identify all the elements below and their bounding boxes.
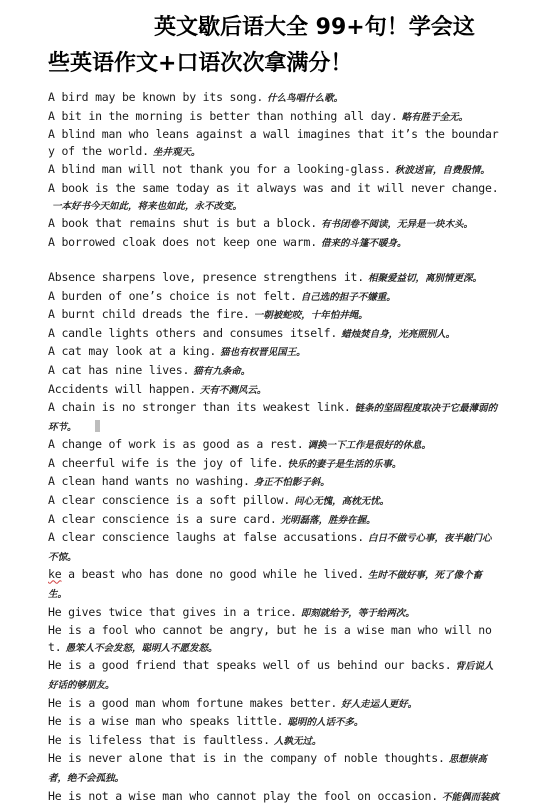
proverb-chinese: 快乐的妻子是生活的乐事。 (287, 458, 402, 470)
proverb-chinese: 思想崇高者，绝不会孤独。 (48, 754, 487, 784)
proverb-chinese: 坐井观天。 (152, 146, 201, 158)
proverb-chinese: 身正不怕影子斜。 (253, 477, 330, 489)
proverb-item (48, 288, 500, 307)
proverb-english-fragment: ke (48, 567, 62, 582)
proverb-chinese: 光明磊落，胜券在握。 (280, 514, 376, 526)
proverb-item (48, 788, 500, 806)
proverb-english: He is a good friend that speaks well of us behind our backs. (48, 658, 452, 673)
proverb-item (48, 325, 500, 344)
proverb-english: A clean hand wants no washing. (48, 474, 250, 489)
proverb-english: He is lifeless that is faultless. (48, 732, 270, 747)
proverb-english: A bit in the morning is better than nothing all day. (48, 108, 398, 123)
proverb-item (48, 215, 500, 234)
proverb-chinese: 问心无愧，高枕无忧。 (294, 496, 390, 508)
proverb-item (48, 161, 500, 180)
proverb-item (48, 604, 500, 623)
proverb-chinese: 背后说人好话的够朋友。 (48, 661, 494, 691)
proverb-english: He is a wise man who speaks little. (48, 714, 284, 729)
proverb-english: A clear conscience is a soft pillow. (48, 493, 291, 508)
proverb-english: A burnt child dreads the fire. (48, 307, 250, 322)
proverb-chinese: 猫有九条命。 (193, 365, 251, 377)
proverb-chinese: 天有不测风云。 (199, 384, 267, 396)
proverb-chinese: 借来的斗篷不暖身。 (320, 237, 407, 249)
proverb-item (48, 108, 500, 127)
proverb-chinese: 生时不做好事，死了像个畜生。 (48, 570, 483, 601)
proverb-item (48, 529, 500, 566)
proverb-chinese: 白日不做亏心事，夜半敲门心不惊。 (48, 533, 492, 563)
proverb-english: A chain is no stronger than its weakest link. (48, 400, 351, 415)
proverb-english: A cat has nine lives. (48, 362, 190, 377)
proverb-item (48, 126, 500, 161)
proverb-item (48, 455, 500, 474)
proverb-list (48, 89, 500, 806)
proverb-chinese: 秋波送盲，自费殷情。 (394, 165, 490, 177)
proverb-english: A burden of one’s choice is not felt. (48, 288, 297, 303)
proverb-item (48, 362, 500, 381)
proverb-english: a beast who has done no good while he lived. (61, 567, 365, 582)
proverb-chinese: 相聚爱益切，离别情更深。 (368, 272, 483, 284)
proverb-item (48, 343, 500, 362)
proverb-item (48, 473, 500, 492)
proverb-english: Absence sharpens love, presence strengthens it. (48, 269, 365, 284)
proverb-item (48, 657, 500, 694)
proverb-chinese: 略有胜于全无。 (401, 111, 469, 123)
proverb-item (48, 511, 500, 530)
proverb-item (48, 436, 500, 455)
proverb-english: A change of work is as good as a rest. (48, 437, 304, 452)
proverb-item (48, 622, 500, 657)
proverb-chinese: 链条的坚固程度取决于它最薄弱的环节。 (48, 403, 498, 433)
proverb-english: A blind man who leans against a wall imagines that it’s the boundary of the world. (48, 127, 499, 158)
proverb-english: A book is the same today as it always was and it will never change. (48, 180, 499, 195)
proverb-english: He is not a wise man who cannot play the fool on occasion. (48, 788, 438, 803)
proverb-chinese: 自己选的担子不嫌重。 (300, 291, 396, 303)
proverb-english: A clear conscience laughs at false accusations. (48, 530, 365, 545)
proverb-chinese: 不能偶而装疯 (441, 791, 499, 803)
proverb-english: A book that remains shut is but a block. (48, 216, 317, 231)
proverb-item (48, 713, 500, 732)
proverb-item (48, 234, 500, 253)
proverb-item (48, 381, 500, 400)
proverb-chinese: 猫也有权晋见国王。 (220, 347, 306, 359)
proverb-chinese: 聪明的人话不多。 (287, 717, 364, 729)
proverb-english: A bird may be known by its song. (48, 90, 264, 104)
page-title (48, 10, 532, 82)
proverb-english: He gives twice that gives in a trice. (48, 604, 297, 619)
paragraph-gap (48, 252, 500, 269)
proverb-item (48, 306, 500, 325)
proverb-item (48, 732, 500, 751)
proverb-chinese: 蜡烛焚自身，光亮照别人。 (341, 328, 456, 340)
proverb-item (48, 750, 500, 787)
proverb-chinese: 什么鸟唱什么歌。 (267, 93, 344, 104)
proverb-english: Accidents will happen. (48, 381, 196, 396)
proverb-chinese: 调换一下工作是很好的休息。 (307, 440, 432, 452)
proverb-chinese: 即刻就给予，等于给两次。 (300, 607, 415, 619)
proverb-chinese: 愚笨人不会发怒，聪明人不愿发怒。 (65, 642, 218, 654)
title-line-1: 英文歇后语大全 99+句！学会这 (154, 15, 475, 40)
proverb-item (48, 566, 500, 603)
proverb-english: A blind man will not thank you for a looking-glass. (48, 162, 391, 177)
proverb-english: A cat may look at a king. (48, 344, 217, 359)
proverb-item (48, 269, 500, 288)
proverb-english: He is never alone that is in the company of noble thoughts. (48, 751, 445, 766)
proverb-chinese: 好人走运人更好。 (341, 698, 418, 710)
proverb-english: He is a fool who cannot be angry, but he is a wise man who will not. (48, 623, 492, 654)
proverb-item (48, 492, 500, 511)
proverb-english: He is a good man whom fortune makes better. (48, 695, 338, 710)
proverb-english: A clear conscience is a sure card. (48, 511, 277, 526)
proverb-english: A cheerful wife is the joy of life. (48, 455, 284, 470)
proverb-item (48, 695, 500, 714)
proverb-item (48, 180, 500, 215)
proverb-item (48, 399, 500, 436)
proverb-english: A candle lights others and consumes itself. (48, 325, 338, 340)
text-cursor[interactable] (95, 420, 100, 432)
proverb-english: A borrowed cloak does not keep one warm. (48, 234, 317, 249)
proverb-chinese: 一本好书今天如此，将来也如此，永不改变。 (52, 200, 243, 212)
proverb-item (48, 89, 500, 108)
proverb-chinese: 人孰无过。 (273, 735, 322, 747)
title-line-2: 些英语作文+口语次次拿满分！ (48, 51, 353, 76)
proverb-chinese: 一朝被蛇咬，十年怕井绳。 (253, 310, 368, 322)
proverb-chinese: 有书闭卷不阅读，无异是一块木头。 (320, 219, 473, 231)
